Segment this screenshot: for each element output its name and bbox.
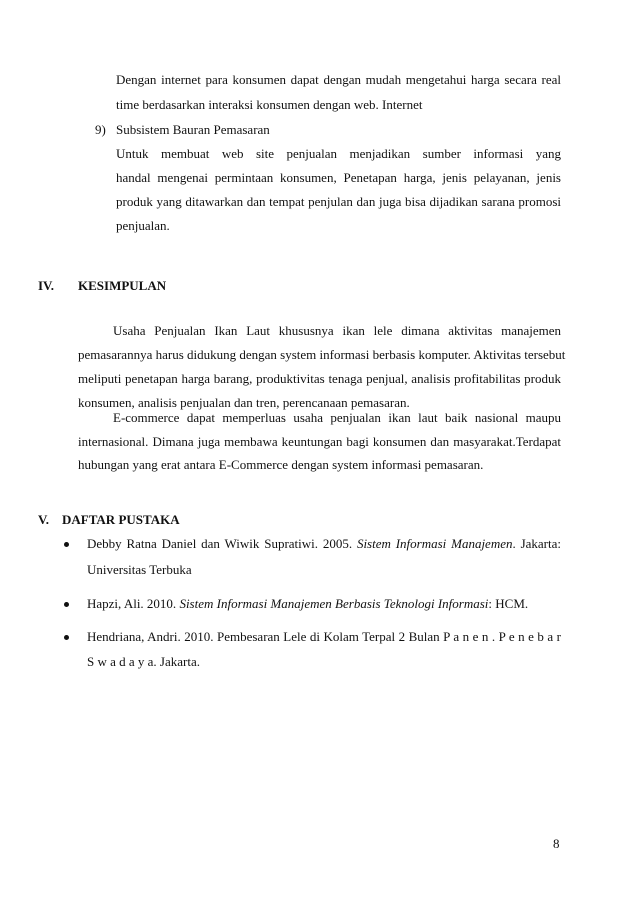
paragraph-line: meliputi penetapan harga barang, produktivitas tenaga penjual, analisis profitabilitas produk <box>78 371 561 386</box>
reference-publisher: . Jakarta: <box>512 536 561 551</box>
paragraph-line: internasional. Dimana juga membawa keuntungan bagi konsumen dan masyarakat.Terdapat <box>78 434 561 449</box>
reference-title: Sistem Informasi Manajemen Berbasis Teknologi Informasi <box>179 596 489 611</box>
reference-line: Universitas Terbuka <box>87 562 192 577</box>
section-title: DAFTAR PUSTAKA <box>62 512 180 527</box>
reference-line: S w a d a y a. Jakarta. <box>87 654 200 669</box>
reference-publisher: : HCM. <box>488 596 529 611</box>
reference-item <box>87 536 561 552</box>
page-number: 8 <box>553 836 560 851</box>
paragraph-line: hubungan yang erat antara E-Commerce dengan system informasi pemasaran. <box>78 457 484 472</box>
paragraph-line: konsumen, analisis penjualan dan tren, perencanaan pemasaran. <box>78 395 410 410</box>
reference-item: Hendriana, Andri. 2010. Pembesaran Lele di Kolam Terpal 2 Bulan P a n e n . P e n e b a r <box>87 629 561 644</box>
section-numeral: V. <box>38 512 49 527</box>
paragraph-line: E-commerce dapat memperluas usaha penjualan ikan laut baik nasional maupu <box>113 410 561 425</box>
reference-title: Sistem Informasi Manajemen <box>356 536 513 551</box>
section-title: KESIMPULAN <box>78 278 167 293</box>
bullet-icon <box>64 635 69 640</box>
paragraph-line: handal mengenai permintaan konsumen, Penetapan harga, jenis pelayanan, jenis <box>116 170 561 185</box>
bullet-icon <box>64 602 69 607</box>
paragraph-line: Usaha Penjualan Ikan Laut khususnya ikan lele dimana aktivitas manajemen <box>113 323 561 338</box>
paragraph-line: pemasarannya harus didukung dengan system informasi berbasis komputer. Aktivitas tersebut <box>78 347 566 362</box>
list-item-number: 9) <box>95 122 106 137</box>
reference-authors: Hapzi, Ali. 2010. <box>87 596 180 611</box>
section-numeral: IV. <box>38 278 55 293</box>
paragraph-line: penjualan. <box>116 218 170 233</box>
reference-authors: Debby Ratna Daniel dan Wiwik Supratiwi. 2005. <box>87 536 357 551</box>
list-item-title: Subsistem Bauran Pemasaran <box>116 122 270 137</box>
paragraph-line: Untuk membuat web site penjualan menjadikan sumber informasi yang <box>116 146 561 161</box>
paragraph-line: produk yang ditawarkan dan tempat penjulan dan juga bisa dijadikan sarana promosi <box>116 194 561 209</box>
bullet-icon <box>64 542 69 547</box>
intro-line-1: Dengan internet para konsumen dapat dengan mudah mengetahui harga secara real <box>116 72 561 87</box>
intro-line-2: time berdasarkan interaksi konsumen dengan web. Internet <box>116 97 423 112</box>
reference-item <box>87 596 528 612</box>
